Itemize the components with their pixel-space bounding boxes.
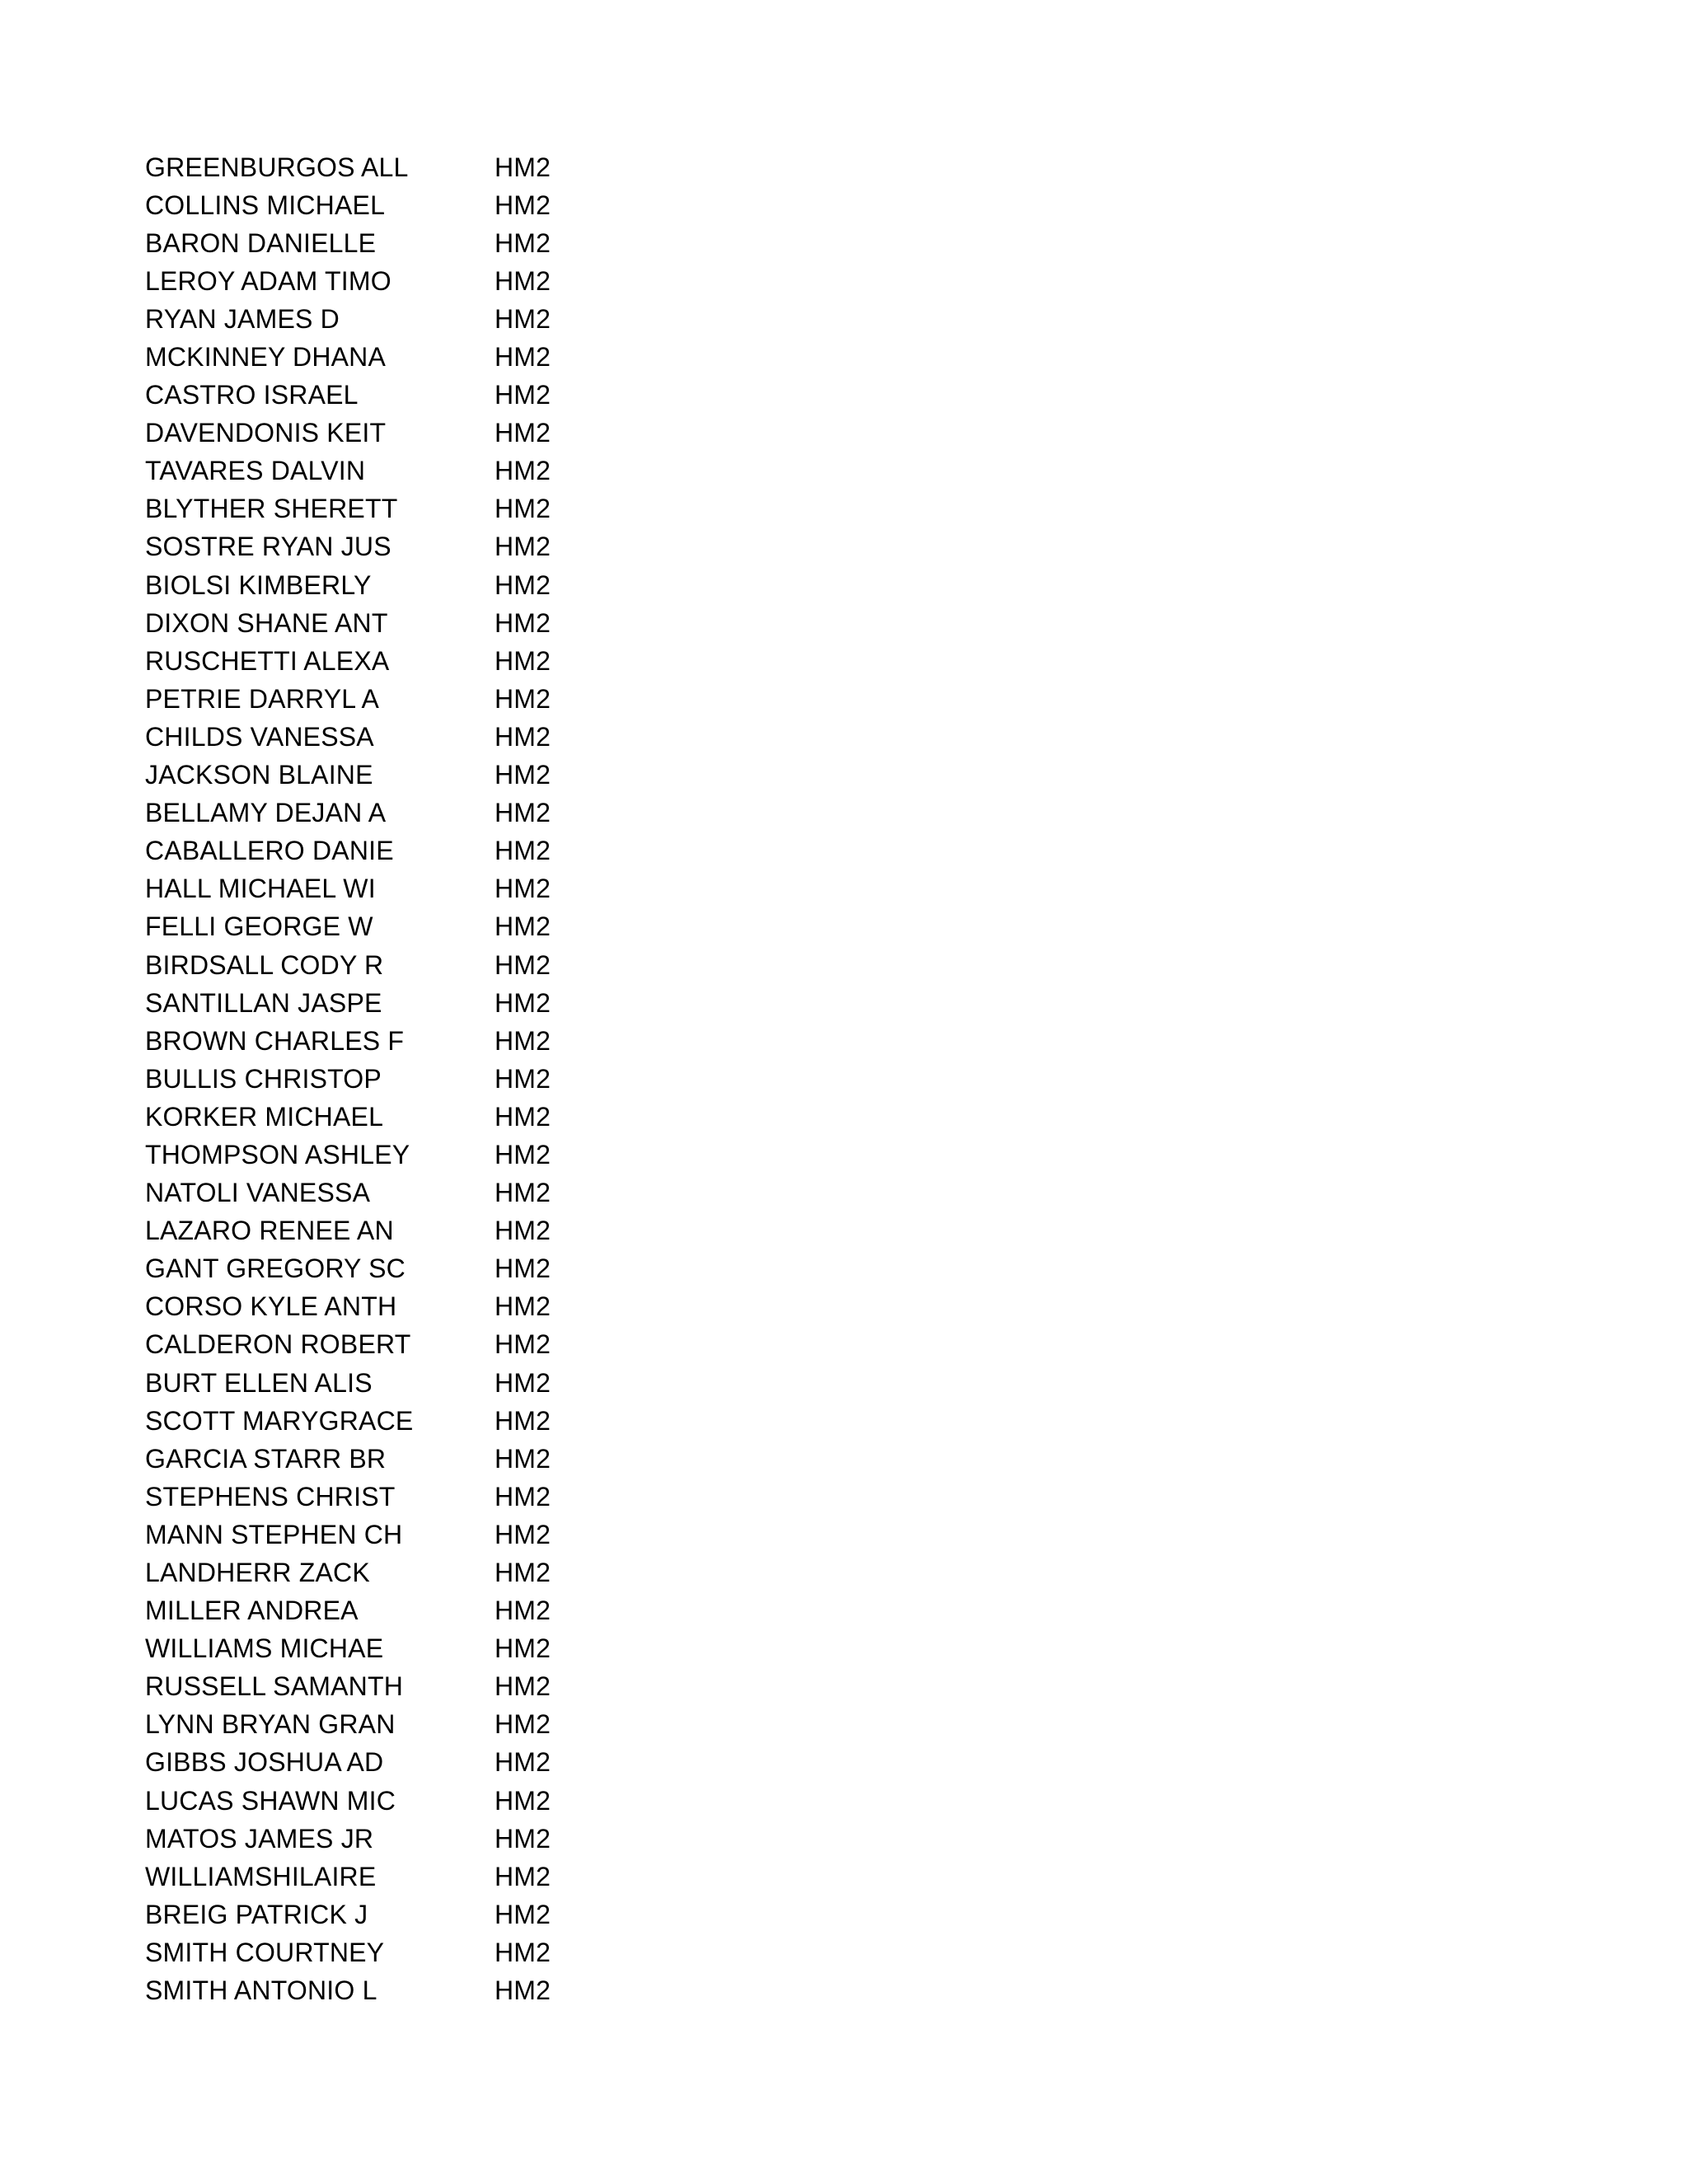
list-item <box>145 300 551 338</box>
list-item <box>145 718 551 756</box>
person-name: GANT GREGORY SC <box>145 1254 406 1284</box>
person-name: SMITH ANTONIO L <box>145 1975 377 2006</box>
list-item <box>145 262 551 300</box>
list-item <box>145 642 551 680</box>
rate-code: HM2 <box>495 607 551 638</box>
list-item <box>145 1060 551 1098</box>
rate-code: HM2 <box>495 1558 551 1588</box>
person-name: WILLIAMS MICHAE <box>145 1633 384 1664</box>
list-item <box>145 452 551 490</box>
rate-code: HM2 <box>495 912 551 942</box>
list-item <box>145 1402 551 1440</box>
rate-code: HM2 <box>495 1101 551 1132</box>
list-item <box>145 946 551 984</box>
list-item <box>145 832 551 870</box>
rate-code: HM2 <box>495 190 551 220</box>
list-item <box>145 984 551 1022</box>
person-name: LYNN BRYAN GRAN <box>145 1709 396 1740</box>
rate-code: HM2 <box>495 1937 551 1967</box>
rate-code: HM2 <box>495 532 551 562</box>
person-name: CHILDS VANESSA <box>145 721 374 752</box>
list-item <box>145 1250 551 1288</box>
person-name: GIBBS JOSHUA AD <box>145 1747 384 1778</box>
rate-code: HM2 <box>495 152 551 182</box>
person-name: GREENBURGOS ALL <box>145 152 409 182</box>
rate-code: HM2 <box>495 1785 551 1816</box>
list-item <box>145 1288 551 1326</box>
list-item <box>145 1022 551 1060</box>
list-item <box>145 377 551 415</box>
list-item <box>145 415 551 452</box>
rate-code: HM2 <box>495 1025 551 1056</box>
roster-list <box>145 148 551 2010</box>
rate-code: HM2 <box>495 1178 551 1208</box>
rate-code: HM2 <box>495 645 551 676</box>
person-name: BREIG PATRICK J <box>145 1899 368 1929</box>
list-item <box>145 1630 551 1668</box>
person-name: STEPHENS CHRIST <box>145 1481 396 1511</box>
rate-code: HM2 <box>495 456 551 486</box>
rate-code: HM2 <box>495 494 551 524</box>
list-item <box>145 1440 551 1478</box>
list-item <box>145 1174 551 1212</box>
person-name: DAVENDONIS KEIT <box>145 418 387 448</box>
rate-code: HM2 <box>495 1291 551 1322</box>
rate-code: HM2 <box>495 1975 551 2006</box>
rate-code: HM2 <box>495 1519 551 1549</box>
rate-code: HM2 <box>495 303 551 334</box>
person-name: NATOLI VANESSA <box>145 1178 371 1208</box>
list-item <box>145 1668 551 1706</box>
person-name: SMITH COURTNEY <box>145 1937 385 1967</box>
list-item <box>145 1972 551 2010</box>
rate-code: HM2 <box>495 1671 551 1702</box>
list-item <box>145 1478 551 1516</box>
rate-code: HM2 <box>495 798 551 828</box>
list-item <box>145 794 551 832</box>
list-item <box>145 1098 551 1136</box>
person-name: BURT ELLEN ALIS <box>145 1367 373 1398</box>
person-name: WILLIAMSHILAIRE <box>145 1861 377 1891</box>
person-name: BIRDSALL CODY R <box>145 949 384 980</box>
person-name: CABALLERO DANIE <box>145 836 394 866</box>
list-item <box>145 870 551 908</box>
list-item <box>145 1516 551 1554</box>
person-name: HALL MICHAEL WI <box>145 874 376 904</box>
person-name: BULLIS CHRISTOP <box>145 1063 382 1094</box>
rate-code: HM2 <box>495 1329 551 1360</box>
person-name: BIOLSI KIMBERLY <box>145 569 372 600</box>
rate-code: HM2 <box>495 760 551 790</box>
rate-code: HM2 <box>495 227 551 258</box>
list-item <box>145 148 551 186</box>
list-item <box>145 1326 551 1364</box>
person-name: JACKSON BLAINE <box>145 760 373 790</box>
list-item <box>145 490 551 528</box>
person-name: SCOTT MARYGRACE <box>145 1405 414 1436</box>
list-item <box>145 1896 551 1933</box>
list-item <box>145 528 551 566</box>
list-item <box>145 1933 551 1971</box>
list-item <box>145 1744 551 1782</box>
list-item <box>145 1782 551 1820</box>
person-name: COLLINS MICHAEL <box>145 190 386 220</box>
rate-code: HM2 <box>495 1063 551 1094</box>
person-name: LANDHERR ZACK <box>145 1558 370 1588</box>
rate-code: HM2 <box>495 1443 551 1474</box>
rate-code: HM2 <box>495 683 551 714</box>
rate-code: HM2 <box>495 1216 551 1246</box>
person-name: RYAN JAMES D <box>145 303 340 334</box>
person-name: FELLI GEORGE W <box>145 912 373 942</box>
person-name: BARON DANIELLE <box>145 227 377 258</box>
rate-code: HM2 <box>495 949 551 980</box>
rate-code: HM2 <box>495 721 551 752</box>
person-name: CASTRO ISRAEL <box>145 380 359 410</box>
rate-code: HM2 <box>495 836 551 866</box>
list-item <box>145 186 551 224</box>
rate-code: HM2 <box>495 987 551 1018</box>
rate-code: HM2 <box>495 1481 551 1511</box>
person-name: CORSO KYLE ANTH <box>145 1291 397 1322</box>
list-item <box>145 1364 551 1402</box>
person-name: RUSCHETTI ALEXA <box>145 645 390 676</box>
rate-code: HM2 <box>495 1139 551 1169</box>
person-name: LUCAS SHAWN MIC <box>145 1785 396 1816</box>
person-name: GARCIA STARR BR <box>145 1443 387 1474</box>
person-name: MILLER ANDREA <box>145 1596 359 1626</box>
rate-code: HM2 <box>495 1254 551 1284</box>
person-name: MCKINNEY DHANA <box>145 342 387 373</box>
rate-code: HM2 <box>495 418 551 448</box>
rate-code: HM2 <box>495 265 551 296</box>
person-name: TAVARES DALVIN <box>145 456 366 486</box>
rate-code: HM2 <box>495 380 551 410</box>
list-item <box>145 1554 551 1591</box>
list-item <box>145 908 551 946</box>
person-name: RUSSELL SAMANTH <box>145 1671 403 1702</box>
person-name: SOSTRE RYAN JUS <box>145 532 392 562</box>
list-item <box>145 1136 551 1174</box>
list-item <box>145 604 551 642</box>
list-item <box>145 224 551 262</box>
list-item <box>145 1212 551 1250</box>
rate-code: HM2 <box>495 1367 551 1398</box>
person-name: BELLAMY DEJAN A <box>145 798 387 828</box>
list-item <box>145 1592 551 1630</box>
rate-code: HM2 <box>495 569 551 600</box>
person-name: MATOS JAMES JR <box>145 1823 374 1854</box>
rate-code: HM2 <box>495 1709 551 1740</box>
rate-code: HM2 <box>495 1405 551 1436</box>
person-name: BLYTHER SHERETT <box>145 494 398 524</box>
person-name: PETRIE DARRYL A <box>145 683 379 714</box>
person-name: LEROY ADAM TIMO <box>145 265 392 296</box>
list-item <box>145 1858 551 1896</box>
rate-code: HM2 <box>495 874 551 904</box>
list-item <box>145 1820 551 1858</box>
rate-code: HM2 <box>495 1899 551 1929</box>
person-name: LAZARO RENEE AN <box>145 1216 394 1246</box>
rate-code: HM2 <box>495 1747 551 1778</box>
list-item <box>145 566 551 604</box>
list-item <box>145 1706 551 1744</box>
person-name: THOMPSON ASHLEY <box>145 1139 410 1169</box>
list-item <box>145 757 551 794</box>
list-item <box>145 338 551 376</box>
person-name: MANN STEPHEN CH <box>145 1519 403 1549</box>
person-name: SANTILLAN JASPE <box>145 987 382 1018</box>
rate-code: HM2 <box>495 1861 551 1891</box>
rate-code: HM2 <box>495 342 551 373</box>
person-name: DIXON SHANE ANT <box>145 607 388 638</box>
rate-code: HM2 <box>495 1823 551 1854</box>
person-name: KORKER MICHAEL <box>145 1101 384 1132</box>
rate-code: HM2 <box>495 1633 551 1664</box>
rate-code: HM2 <box>495 1596 551 1626</box>
person-name: BROWN CHARLES F <box>145 1025 405 1056</box>
list-item <box>145 680 551 718</box>
person-name: CALDERON ROBERT <box>145 1329 411 1360</box>
